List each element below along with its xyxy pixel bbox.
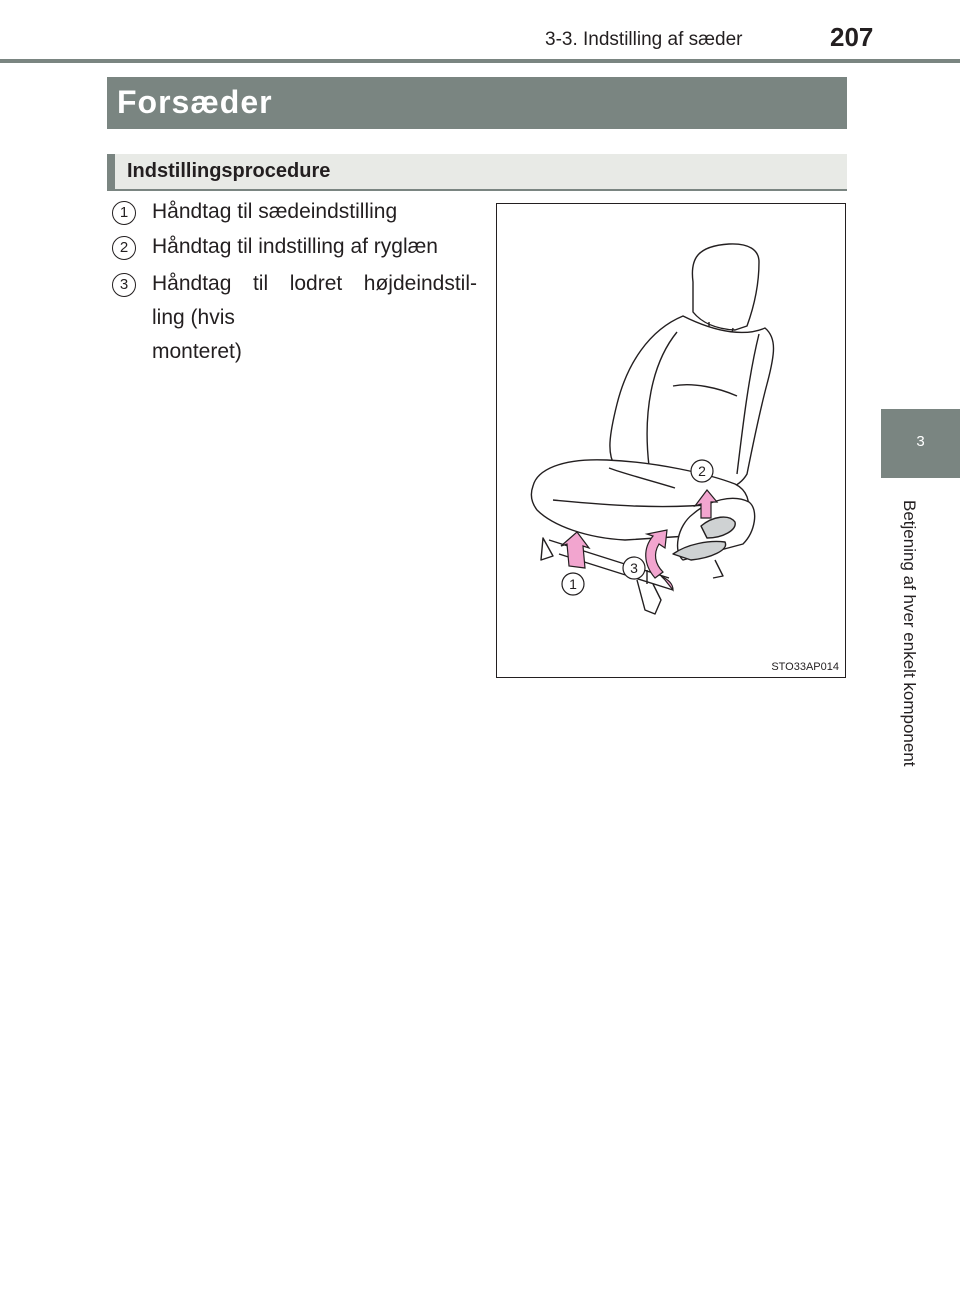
section-title: Forsæder [117, 84, 273, 120]
subsection-heading-bar [107, 154, 847, 191]
seat-illustration [496, 203, 846, 678]
section-heading-bar [107, 77, 847, 129]
callout-1: 1 [569, 576, 577, 592]
item-text: Håndtag til indstilling af ryglæn [152, 235, 438, 258]
callout-2: 2 [698, 463, 706, 479]
chapter-tab [881, 409, 960, 477]
header-rule [0, 59, 960, 63]
item-number-badge: 3 [112, 273, 136, 297]
chapter-number: 3 [916, 433, 925, 450]
figure-code: STO33AP014 [771, 661, 839, 673]
subsection-title: Indstillingsprocedure [127, 160, 331, 182]
item-number-badge: 1 [112, 201, 136, 225]
item-text: Håndtag til lodret højdeindstil- [152, 272, 477, 295]
item-number-badge: 2 [112, 236, 136, 260]
callout-3: 3 [630, 560, 638, 576]
item-text-continued: ling (hvis monteret) [152, 306, 242, 363]
header-section-title: 3-3. Indstilling af sæder [545, 29, 743, 50]
chapter-title: Betjening af hver enkelt komponent [900, 500, 919, 767]
page-number: 207 [830, 22, 874, 52]
item-text: Håndtag til sædeindstilling [152, 200, 398, 223]
seat-drawing [497, 204, 845, 677]
chapter-tab-rule [881, 477, 960, 478]
subsection-marker [107, 154, 115, 189]
